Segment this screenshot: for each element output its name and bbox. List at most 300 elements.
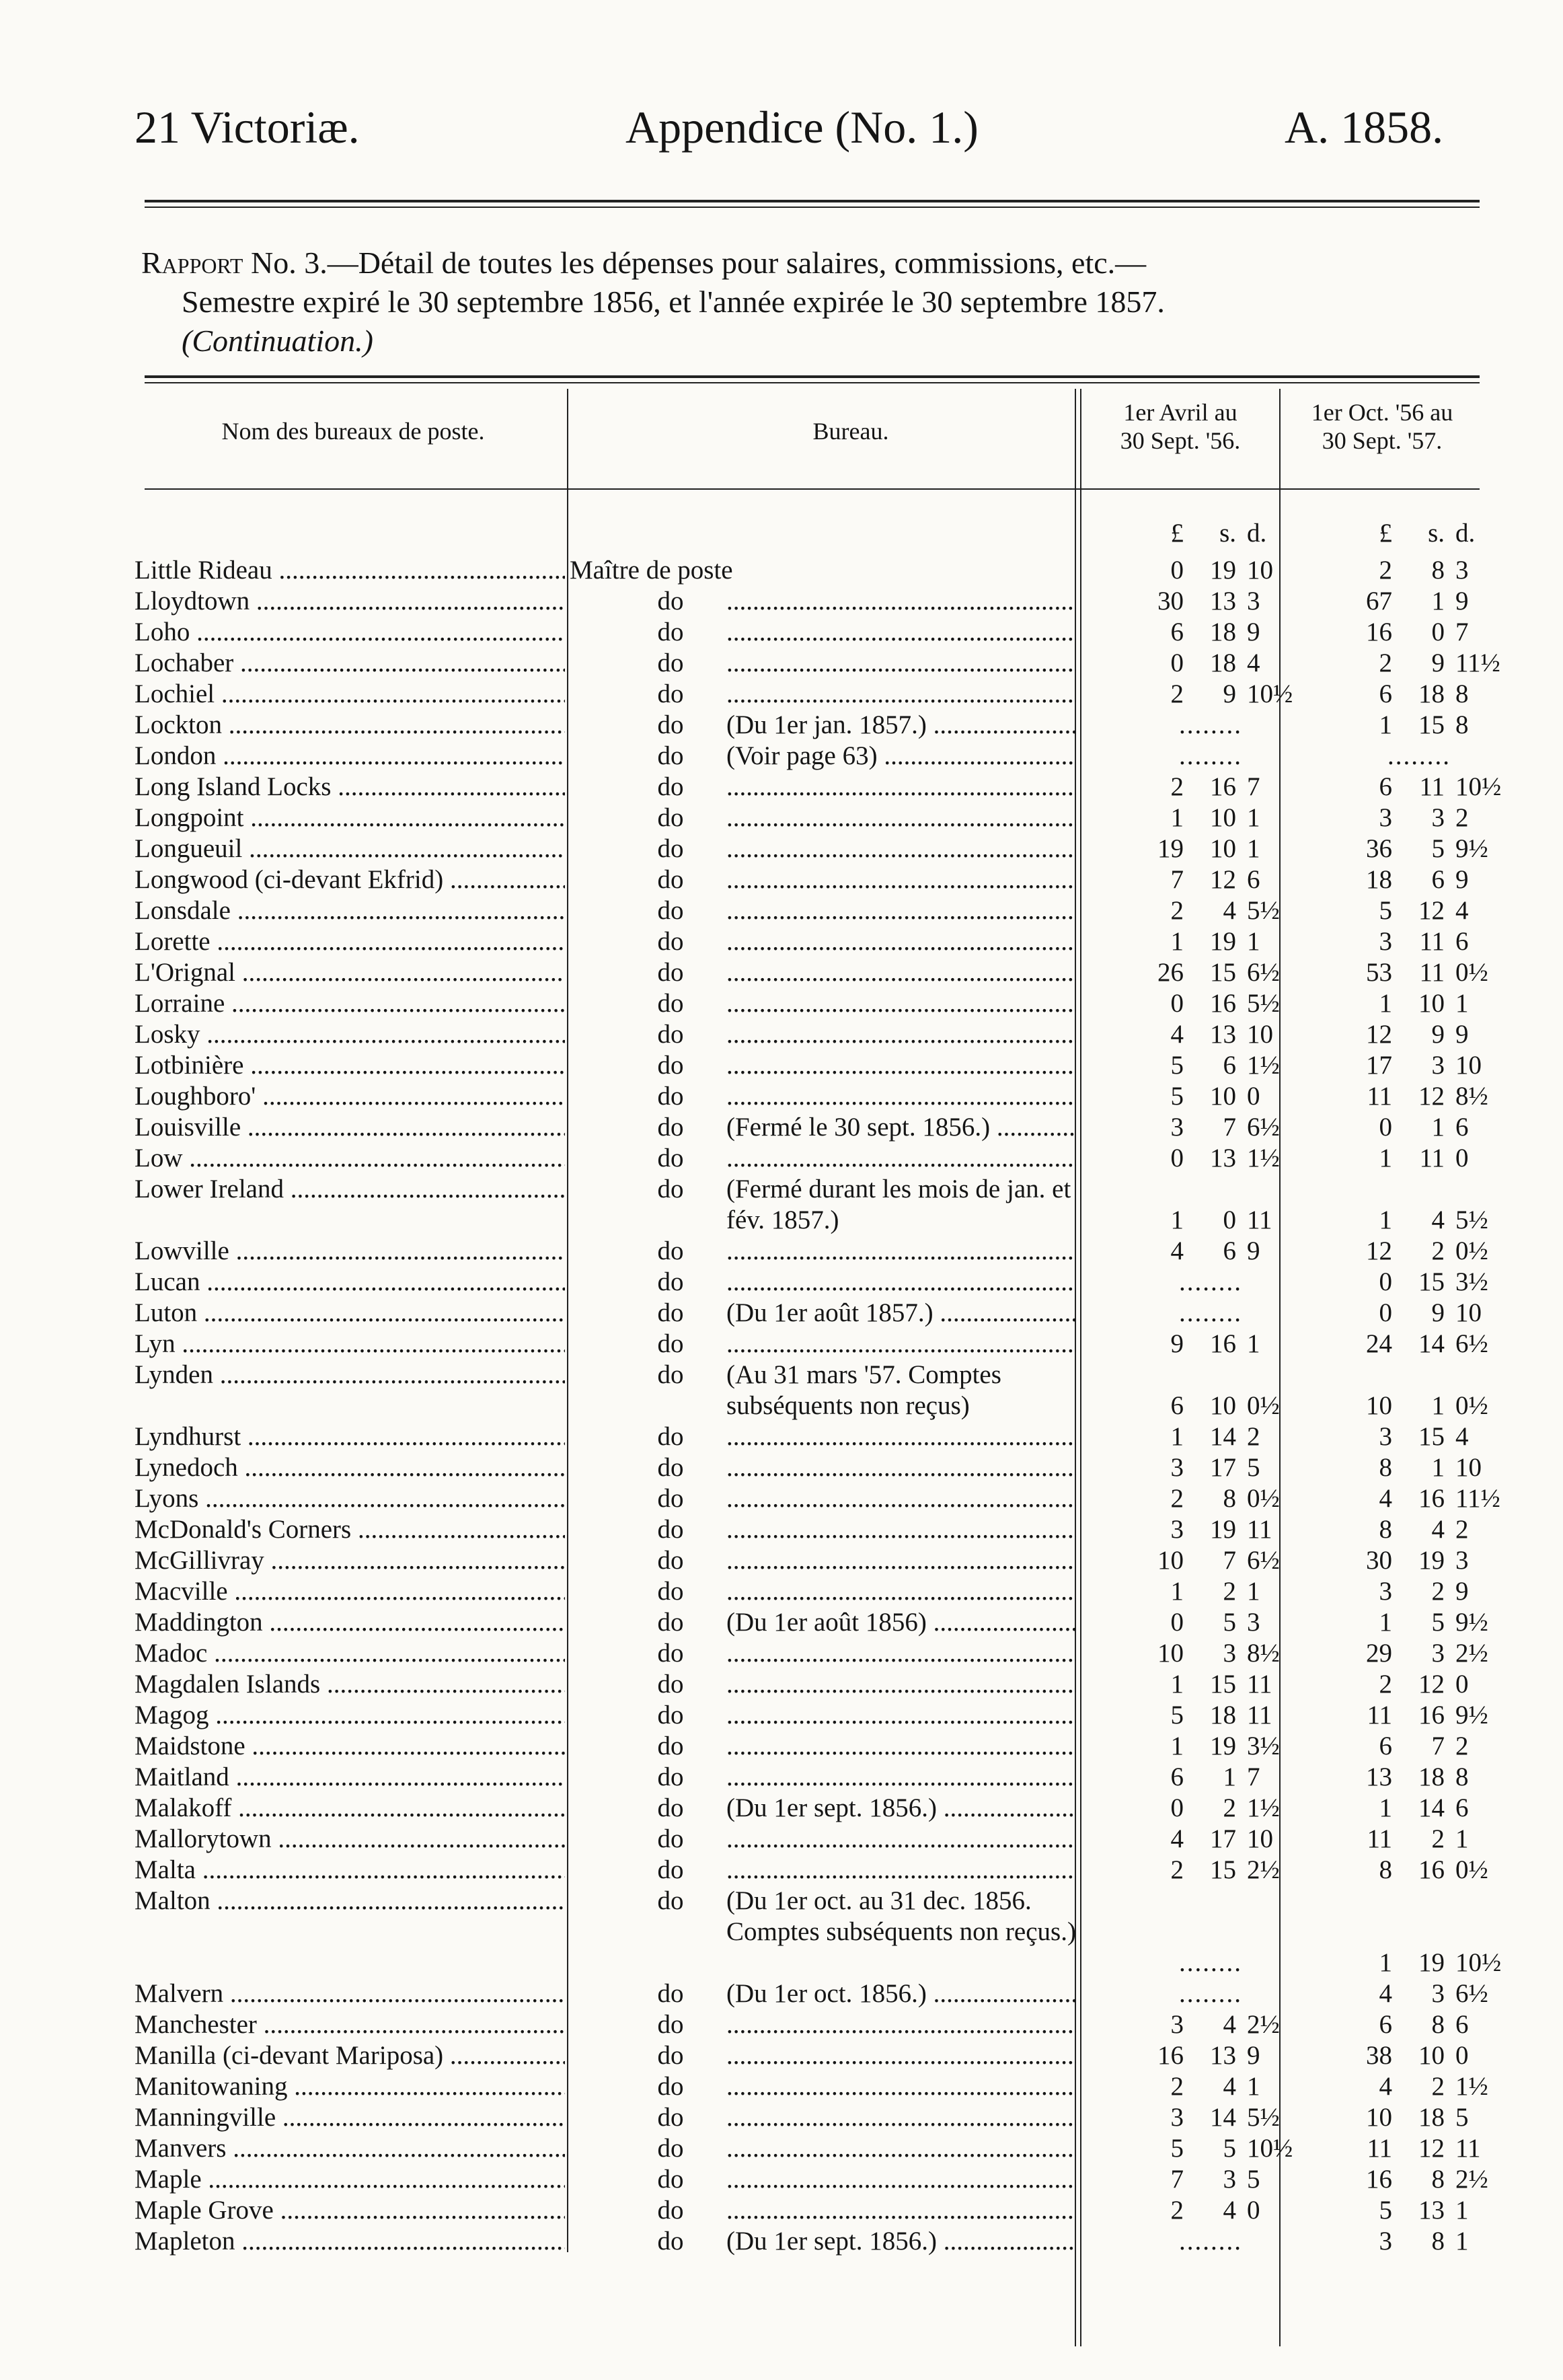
- amount-pence: 9: [1247, 2041, 1260, 2070]
- amount-pounds: 5: [1170, 1701, 1184, 1730]
- bureau-note: [726, 648, 1076, 679]
- amount-pence: 11: [1455, 2134, 1481, 2163]
- amount-pounds: 3: [1379, 2227, 1392, 2256]
- amount-cell: [1123, 648, 1300, 679]
- amount-shillings: 19: [1418, 1948, 1445, 1977]
- bureau-note: [726, 1452, 1076, 1483]
- bureau-note: [726, 1236, 1076, 1267]
- amount-pence: 9: [1455, 1577, 1469, 1606]
- column-header-period-2: 1er Oct. '56 au 30 Sept. '57.: [1311, 399, 1453, 454]
- bureau-ditto: do: [657, 618, 684, 646]
- amount-cell: [1123, 1638, 1300, 1669]
- amount-cell: [1123, 1978, 1298, 2009]
- amount-empty: ........: [1179, 741, 1242, 770]
- bureau-note: (Du 1er sept. 1856.) .....: [726, 1793, 1076, 1824]
- bureau-ditto: do: [657, 1855, 684, 1884]
- amount-shillings: 1: [1223, 1762, 1236, 1791]
- post-office-name: Lynden .....: [135, 1360, 565, 1390]
- amount-shillings: 13: [1210, 1144, 1236, 1173]
- amount-shillings: 6: [1431, 865, 1445, 894]
- bureau-ditto: do: [657, 2010, 684, 2039]
- amount-pounds: 2: [1379, 648, 1392, 677]
- amount-pence: 6: [1247, 865, 1260, 894]
- bureau-note: [726, 1081, 1076, 1112]
- table-row: [0, 1019, 1563, 1050]
- amount-empty: ........: [1179, 2227, 1242, 2256]
- bureau-note: [726, 864, 1076, 895]
- amount-cell: [1332, 1638, 1509, 1669]
- amount-pence: 5: [1247, 2165, 1260, 2194]
- amount-cell: [1332, 1298, 1509, 1329]
- post-office-name: McGillivray .....: [135, 1545, 565, 1576]
- amount-shillings: 14: [1210, 2103, 1236, 2132]
- amount-cell: [1123, 1855, 1300, 1886]
- amount-pence: 8: [1455, 1762, 1469, 1791]
- amount-cell: [1332, 895, 1509, 926]
- amount-pence: 10: [1247, 1020, 1273, 1049]
- amount-empty: ........: [1179, 1267, 1242, 1296]
- amount-pence: 11: [1247, 1670, 1272, 1699]
- amount-pence: 9: [1455, 1020, 1469, 1049]
- amount-pounds: 2: [1170, 1855, 1184, 1884]
- amount-cell: [1123, 957, 1300, 988]
- table-row: [0, 988, 1563, 1019]
- amount-pounds: 3: [1379, 1422, 1392, 1451]
- units-period-2: £ s. d.: [1379, 519, 1476, 548]
- amount-cell: [1123, 1019, 1300, 1050]
- table-row: [0, 1669, 1563, 1700]
- amount-shillings: 16: [1418, 1701, 1445, 1730]
- bureau-note: [726, 2009, 1076, 2040]
- amount-pence: 11: [1247, 1701, 1272, 1730]
- amount-pence: 5½: [1247, 896, 1280, 925]
- table-row: [0, 648, 1563, 679]
- amount-cell: [1123, 1700, 1300, 1731]
- amount-shillings: 18: [1418, 2103, 1445, 2132]
- amount-shillings: 3: [1223, 2165, 1236, 2194]
- bureau-note: [726, 679, 1076, 710]
- amount-shillings: 3: [1431, 1979, 1445, 2008]
- amount-pence: 9: [1247, 618, 1260, 646]
- amount-pence: 9½: [1455, 834, 1488, 863]
- units-period-1: £ s. d.: [1170, 519, 1267, 548]
- amount-cell: [1123, 1514, 1300, 1545]
- amount-shillings: 16: [1418, 1855, 1445, 1884]
- amount-shillings: 12: [1418, 1670, 1445, 1699]
- post-office-name: McDonald's Corners .....: [135, 1514, 565, 1545]
- post-office-name: Lynedoch .....: [135, 1452, 565, 1483]
- amount-cell: [1332, 926, 1509, 957]
- amount-cell: [1123, 1607, 1300, 1638]
- amount-shillings: 6: [1223, 1236, 1236, 1265]
- bureau-ditto: do: [657, 1422, 684, 1451]
- table-row: [0, 1731, 1563, 1762]
- amount-cell: [1332, 1700, 1509, 1731]
- amount-shillings: 17: [1210, 1824, 1236, 1853]
- amount-cell: [1332, 2226, 1509, 2257]
- table-row: [0, 1421, 1563, 1452]
- amount-pounds: 3: [1170, 2103, 1184, 2132]
- amount-shillings: 7: [1431, 1732, 1445, 1760]
- amount-cell: [1332, 1112, 1509, 1143]
- amount-pence: 1: [1455, 2196, 1469, 2225]
- amount-cell: [1332, 1143, 1509, 1174]
- amount-shillings: 1: [1431, 587, 1445, 616]
- amount-shillings: 14: [1418, 1793, 1445, 1822]
- amount-cell: [1332, 864, 1509, 895]
- amount-pence: 5: [1455, 2103, 1469, 2132]
- post-office-name: Long Island Locks .....: [135, 772, 565, 803]
- bureau-note: [726, 1576, 1076, 1607]
- amount-pounds: 4: [1170, 1236, 1184, 1265]
- amount-pounds: 1: [1379, 1205, 1392, 1234]
- amount-shillings: 13: [1210, 587, 1236, 616]
- bureau-note: (Du 1er sept. 1856.) .....: [726, 2226, 1076, 2257]
- amount-pounds: 1: [1170, 1732, 1184, 1760]
- amount-shillings: 5: [1431, 834, 1445, 863]
- amount-pence: 5: [1247, 1453, 1260, 1482]
- amount-cell: [1123, 2102, 1300, 2133]
- bureau-ditto: do: [657, 1793, 684, 1822]
- amount-shillings: 16: [1210, 989, 1236, 1018]
- amount-shillings: 4: [1223, 2010, 1236, 2039]
- bureau-ditto: do: [657, 958, 684, 987]
- amount-cell: [1332, 2164, 1509, 2195]
- amount-pounds: 6: [1379, 2010, 1392, 2039]
- amount-empty: ........: [1179, 1979, 1242, 2008]
- table-row: [0, 2133, 1563, 2164]
- amount-shillings: 1: [1431, 1391, 1445, 1420]
- post-office-name: Lochaber .....: [135, 648, 565, 679]
- amount-pounds: 5: [1170, 1051, 1184, 1080]
- amount-shillings: 2: [1223, 1577, 1236, 1606]
- amount-cell: [1332, 648, 1509, 679]
- amount-shillings: 10: [1210, 803, 1236, 832]
- amount-pounds: 4: [1379, 1979, 1392, 2008]
- post-office-name: Lorette .....: [135, 926, 565, 957]
- amount-cell: [1123, 2195, 1300, 2226]
- amount-pounds: 10: [1157, 1546, 1184, 1575]
- amount-cell: [1332, 1978, 1509, 2009]
- amount-pounds: 16: [1157, 2041, 1184, 2070]
- amount-shillings: 18: [1210, 648, 1236, 677]
- amount-shillings: 15: [1210, 1670, 1236, 1699]
- amount-cell: [1123, 1545, 1300, 1576]
- post-office-name: Longueuil .....: [135, 833, 565, 864]
- amount-pounds: 6: [1379, 679, 1392, 708]
- report-label: Rapport: [141, 246, 243, 280]
- bureau-ditto: do: [657, 1608, 684, 1637]
- table-row: [0, 1545, 1563, 1576]
- amount-shillings: 18: [1418, 1762, 1445, 1791]
- amount-shillings: 10: [1418, 989, 1445, 1018]
- bureau-note: [726, 1824, 1076, 1855]
- amount-pence: 8½: [1247, 1639, 1280, 1668]
- amount-shillings: 11: [1419, 772, 1445, 801]
- post-office-name: Lloydtown .....: [135, 586, 565, 617]
- amount-pounds: 2: [1379, 556, 1392, 585]
- amount-shillings: 3: [1431, 1051, 1445, 1080]
- amount-cell: [1332, 679, 1509, 710]
- post-office-name: Madoc .....: [135, 1638, 565, 1669]
- bureau-note: [726, 1731, 1076, 1762]
- amount-pounds: 8: [1379, 1515, 1392, 1544]
- amount-cell: [1332, 1081, 1509, 1112]
- amount-cell: [1123, 679, 1300, 710]
- amount-pence: 9: [1247, 1236, 1260, 1265]
- post-office-name: Longpoint .....: [135, 803, 565, 833]
- amount-cell: [1123, 1824, 1300, 1855]
- amount-pounds: 11: [1367, 1082, 1392, 1111]
- amount-pence: 0½: [1455, 1391, 1488, 1420]
- amount-pounds: 16: [1366, 618, 1392, 646]
- amount-cell: [1332, 1947, 1509, 1978]
- bureau-note: (Fermé durant les mois de jan. et fév. 1857.): [726, 1175, 1071, 1234]
- amount-cell: [1332, 1545, 1509, 1576]
- bureau-ditto: do: [657, 1144, 684, 1173]
- report-title-line-3: (Continuation.): [182, 324, 373, 358]
- amount-pounds: 9: [1170, 1329, 1184, 1358]
- table-row: [0, 864, 1563, 895]
- bureau-note: [726, 2102, 1076, 2133]
- bureau-ditto: do: [657, 927, 684, 956]
- amount-pounds: 67: [1366, 587, 1392, 616]
- bureau-ditto: do: [657, 989, 684, 1018]
- amount-pence: 9: [1455, 587, 1469, 616]
- amount-shillings: 10: [1210, 1391, 1236, 1420]
- amount-cell: [1123, 1236, 1300, 1267]
- amount-shillings: 1: [1431, 1453, 1445, 1482]
- bureau-ditto: do: [657, 2196, 684, 2225]
- amount-cell: [1332, 833, 1509, 864]
- amount-pounds: 1: [1170, 927, 1184, 956]
- amount-pence: 4: [1455, 896, 1469, 925]
- column-header-post-office: Nom des bureaux de poste.: [221, 418, 485, 445]
- post-office-name: Lower Ireland .....: [135, 1174, 565, 1205]
- amount-shillings: 2: [1431, 1577, 1445, 1606]
- amount-shillings: 2: [1431, 1236, 1445, 1265]
- amount-pence: 11½: [1455, 648, 1500, 677]
- amount-pounds: 11: [1367, 1824, 1392, 1853]
- amount-cell: [1123, 864, 1300, 895]
- amount-pence: 6: [1455, 1793, 1469, 1822]
- bureau-ditto: do: [657, 1886, 684, 1915]
- amount-empty: ........: [1387, 741, 1451, 770]
- amount-pounds: 6: [1379, 772, 1392, 801]
- amount-pounds: 0: [1379, 1298, 1392, 1327]
- amount-cell: [1123, 2164, 1300, 2195]
- amount-cell: [1332, 741, 1507, 772]
- amount-pounds: 0: [1170, 1144, 1184, 1173]
- table-row: [0, 895, 1563, 926]
- table-row: [0, 710, 1563, 741]
- amount-cell: [1123, 1329, 1300, 1360]
- amount-pence: 1½: [1247, 1144, 1280, 1173]
- amount-pence: 2: [1455, 1515, 1469, 1544]
- amount-pounds: 8: [1379, 1453, 1392, 1482]
- amount-pounds: 18: [1366, 865, 1392, 894]
- amount-cell: [1123, 772, 1300, 803]
- amount-cell: [1332, 772, 1509, 803]
- table-row: [0, 957, 1563, 988]
- post-office-name: Lonsdale .....: [135, 895, 565, 926]
- amount-cell: [1123, 1390, 1300, 1421]
- bureau-note: (Voir page 63) .....: [726, 741, 1076, 772]
- bureau-note: [726, 1267, 1076, 1298]
- amount-pence: 1: [1247, 834, 1260, 863]
- amount-pence: 0½: [1455, 1855, 1488, 1884]
- header-rule-top: [145, 200, 1480, 202]
- amount-pence: 3: [1455, 556, 1469, 585]
- table-rule-top-thin: [145, 382, 1480, 383]
- table-row: [0, 833, 1563, 864]
- bureau-ditto: do: [657, 1484, 684, 1513]
- bureau-note: [726, 803, 1076, 833]
- bureau-note: [726, 1143, 1076, 1174]
- bureau-ditto: do: [657, 2227, 684, 2256]
- bureau-note: (Fermé le 30 sept. 1856.) .....: [726, 1112, 1076, 1143]
- amount-pounds: 1: [1170, 1577, 1184, 1606]
- amount-pounds: 12: [1366, 1020, 1392, 1049]
- amount-pounds: 6: [1170, 618, 1184, 646]
- bureau-cell: [570, 555, 1135, 586]
- amount-pounds: 24: [1366, 1329, 1392, 1358]
- amount-pence: 8: [1455, 710, 1469, 739]
- amount-pence: 0: [1247, 2196, 1260, 2225]
- amount-pounds: 1: [1379, 1948, 1392, 1977]
- bureau-note: [726, 926, 1076, 957]
- amount-pence: 7: [1247, 772, 1260, 801]
- bureau-ditto: do: [657, 1701, 684, 1730]
- amount-shillings: 8: [1223, 1484, 1236, 1513]
- amount-pence: 10: [1455, 1298, 1482, 1327]
- post-office-name: Low .....: [135, 1143, 565, 1174]
- running-header-year: A. 1858.: [1285, 102, 1444, 153]
- amount-shillings: 3: [1431, 1639, 1445, 1668]
- amount-shillings: 8: [1431, 2227, 1445, 2256]
- amount-shillings: 14: [1418, 1329, 1445, 1358]
- bureau-note: [726, 617, 1076, 648]
- bureau-ditto: do: [657, 1175, 684, 1203]
- amount-pence: 5½: [1247, 989, 1280, 1018]
- table-row: [0, 2226, 1563, 2257]
- amount-cell: [1123, 1947, 1298, 1978]
- amount-cell: [1123, 1081, 1300, 1112]
- amount-shillings: 7: [1223, 1546, 1236, 1575]
- post-office-name: Little Rideau .....: [135, 555, 565, 586]
- bureau-note: [726, 1700, 1076, 1731]
- amount-pounds: 19: [1157, 834, 1184, 863]
- post-office-name: Lyndhurst .....: [135, 1421, 565, 1452]
- amount-shillings: 11: [1419, 1144, 1445, 1173]
- amount-pounds: 4: [1379, 2072, 1392, 2101]
- bureau-ditto: do: [657, 772, 684, 801]
- amount-cell: [1123, 710, 1298, 741]
- table-rule-top: [145, 375, 1480, 378]
- amount-pence: 6½: [1455, 1979, 1488, 2008]
- amount-cell: [1332, 1824, 1509, 1855]
- amount-cell: [1332, 617, 1509, 648]
- amount-shillings: 16: [1418, 1484, 1445, 1513]
- bureau-note: (Du 1er jan. 1857.) .....: [726, 710, 1076, 741]
- amount-cell: [1123, 1452, 1300, 1483]
- amount-pence: 2: [1455, 1732, 1469, 1760]
- amount-cell: [1123, 2226, 1298, 2257]
- amount-pounds: 2: [1170, 679, 1184, 708]
- amount-pence: 1: [1247, 1329, 1260, 1358]
- amount-pence: 0: [1455, 1670, 1469, 1699]
- amount-pence: 1: [1247, 1577, 1260, 1606]
- amount-cell: [1123, 1050, 1300, 1081]
- amount-pounds: 10: [1366, 1391, 1392, 1420]
- amount-pence: 0: [1455, 2041, 1469, 2070]
- bureau-ditto: do: [657, 896, 684, 925]
- amount-cell: [1332, 1236, 1509, 1267]
- table-row: [0, 1607, 1563, 1638]
- amount-pounds: 1: [1170, 803, 1184, 832]
- table-row: [0, 1267, 1563, 1298]
- amount-pounds: 26: [1157, 958, 1184, 987]
- amount-empty: ........: [1179, 710, 1242, 739]
- bureau-note: [726, 895, 1076, 926]
- table-row: [0, 803, 1563, 833]
- amount-shillings: 1: [1431, 1113, 1445, 1142]
- amount-shillings: 3: [1431, 803, 1445, 832]
- bureau-note: (Au 31 mars '57. Comptes subséquents non reçus): [726, 1360, 1001, 1420]
- table-row: [0, 1824, 1563, 1855]
- bureau-ditto: do: [657, 2165, 684, 2194]
- amount-cell: [1332, 1421, 1509, 1452]
- amount-pounds: 2: [1170, 1484, 1184, 1513]
- post-office-name: Maitland .....: [135, 1762, 565, 1793]
- amount-pence: 6: [1455, 927, 1469, 956]
- amount-shillings: 15: [1418, 1267, 1445, 1296]
- amount-cell: [1332, 1762, 1509, 1793]
- amount-shillings: 3: [1223, 1639, 1236, 1668]
- amount-shillings: 2: [1431, 1824, 1445, 1853]
- amount-pence: 1: [1247, 927, 1260, 956]
- amount-cell: [1123, 617, 1300, 648]
- amount-pounds: 1: [1379, 1608, 1392, 1637]
- amount-cell: [1332, 1793, 1509, 1824]
- bureau-ditto: do: [657, 1360, 684, 1389]
- bureau-note: [726, 1669, 1076, 1700]
- report-title: [141, 244, 1480, 361]
- amount-pounds: 1: [1170, 1205, 1184, 1234]
- table-row: [0, 617, 1563, 648]
- amount-pence: 2½: [1247, 2010, 1280, 2039]
- post-office-name: Lotbinière .....: [135, 1050, 565, 1081]
- amount-shillings: 10: [1210, 1082, 1236, 1111]
- amount-cell: [1332, 1390, 1509, 1421]
- post-office-name: Malton .....: [135, 1886, 565, 1917]
- post-office-name: Lyn .....: [135, 1329, 565, 1360]
- post-office-name: Manchester .....: [135, 2009, 565, 2040]
- bureau-ditto: do: [657, 2072, 684, 2101]
- table-row: [0, 1050, 1563, 1081]
- amount-pounds: 0: [1379, 1113, 1392, 1142]
- amount-pence: 9½: [1455, 1608, 1488, 1637]
- amount-pounds: 4: [1170, 1824, 1184, 1853]
- amount-pounds: 11: [1367, 1701, 1392, 1730]
- bureau-type: Maître de poste: [570, 556, 733, 585]
- post-office-name: London .....: [135, 741, 565, 772]
- amount-pence: 1: [1455, 989, 1469, 1018]
- amount-shillings: 4: [1431, 1205, 1445, 1234]
- bureau-ditto: do: [657, 1236, 684, 1265]
- table-row: [0, 1514, 1563, 1545]
- amount-shillings: 4: [1431, 1515, 1445, 1544]
